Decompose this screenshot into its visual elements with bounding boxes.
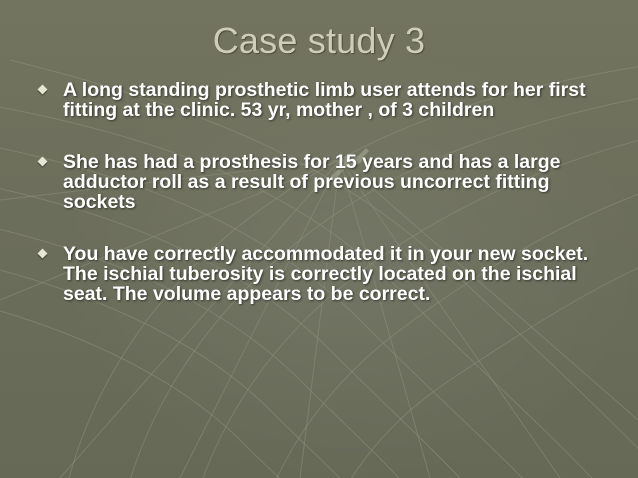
bullet-list bbox=[36, 80, 606, 304]
bullet-item bbox=[36, 80, 606, 120]
diamond-bullet-icon bbox=[38, 249, 48, 259]
bullet-text: She has had a prosthesis for 15 years and has a large adductor roll as a result of previous uncorrect fitting sockets bbox=[63, 151, 561, 213]
bullet-item bbox=[36, 244, 606, 304]
bullet-item bbox=[36, 152, 606, 212]
bullet-text: You have correctly accommodated it in your new socket. The ischial tuberosity is correctly located on the ischial seat. The volume appears to be correct. bbox=[63, 243, 589, 305]
diamond-bullet-icon bbox=[38, 157, 48, 167]
slide-title: Case study 3 bbox=[212, 20, 426, 61]
bullet-text: A long standing prosthetic limb user attends for her first fitting at the clinic. 53 yr, mother , of 3 children bbox=[63, 79, 586, 121]
diamond-bullet-icon bbox=[38, 85, 48, 95]
